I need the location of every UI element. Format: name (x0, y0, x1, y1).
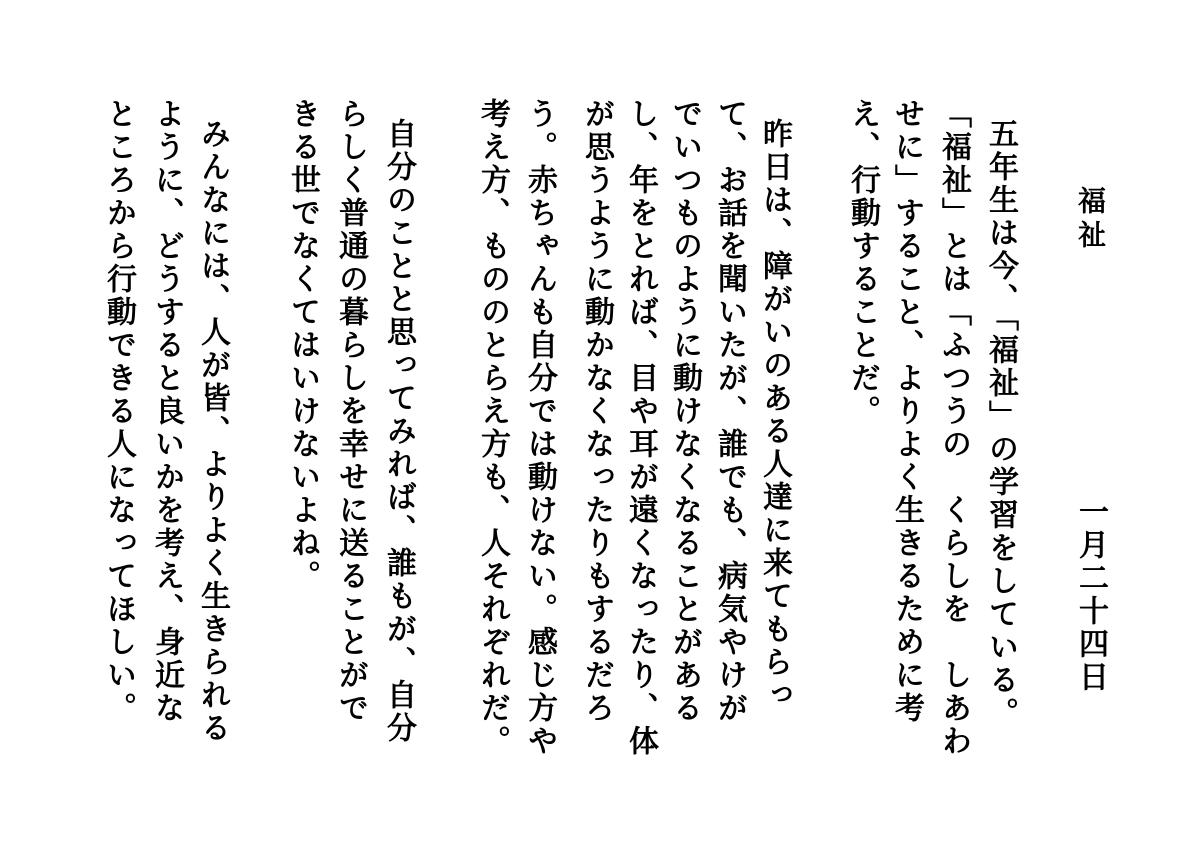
text-column: ように、どうすると良いかを考え、身近な (149, 98, 184, 725)
text-column: 自分のことと思ってみれば、誰もが、自分 (381, 118, 416, 745)
text-column: え、行動することだ。 (845, 98, 880, 428)
text-column: が思うように動かなくなったりもするだろ (579, 98, 614, 725)
text-column: て、お話を聞いたが、誰でも、病気やけが (712, 98, 747, 725)
text-column: ところから行動できる人になってほしい。 (101, 98, 136, 725)
text-column: し、年をとれば、目や耳が遠くなったり、体 (623, 98, 658, 758)
text-column: 昨日は、障がいのある人達に来てもらっ (757, 118, 792, 712)
text-column: う。赤ちゃんも自分では動けない。感じ方や (522, 98, 557, 758)
text-column: みんなには、人が皆、よりよく生きられる (195, 118, 230, 745)
text-column: らしく普通の暮らしを幸せに送ることがで (333, 98, 368, 725)
document-title: 福祉 (1074, 186, 1107, 254)
text-column: でいつものように動けなくなることがある (667, 98, 702, 725)
text-column: せに」すること、よりよく生きるために考 (889, 98, 924, 725)
text-column: 「福祉」とは「ふつうの くらしを しあわ (936, 98, 971, 758)
text-column: 五年生は今、「福祉」の学習をしている。 (983, 118, 1018, 730)
text-column: 考え方、もののとらえ方も、人それぞれだ。 (475, 98, 510, 758)
text-column: きる世でなくてはいけないよね。 (285, 98, 320, 593)
document-date: 一月二十四日 (1073, 496, 1108, 694)
